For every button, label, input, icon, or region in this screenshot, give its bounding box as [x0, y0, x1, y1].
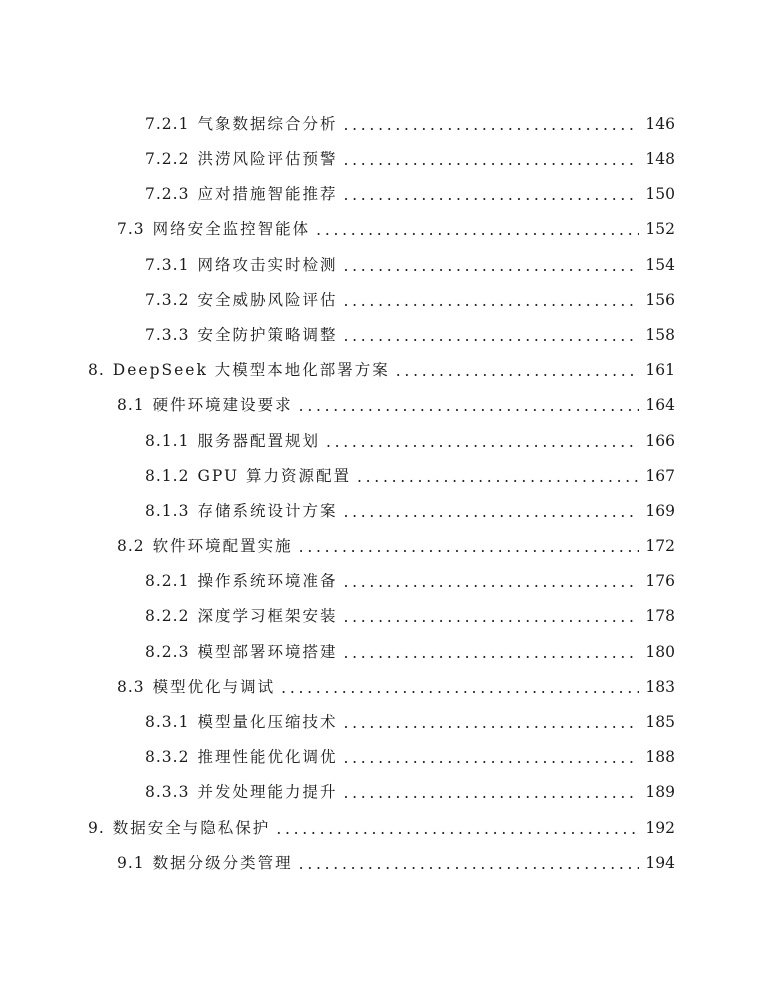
toc-entry[interactable] [0, 107, 765, 142]
toc-entry[interactable] [0, 811, 765, 846]
toc-entry-number: 8.3.1 [145, 713, 190, 732]
toc-entry-title: 数据安全与隐私保护 [112, 818, 271, 837]
toc-dot-leader [343, 118, 639, 134]
toc-entry[interactable] [0, 459, 765, 494]
toc-entry-number: 8.3 [117, 677, 145, 696]
toc-entry-title: 安全威胁风险评估 [197, 290, 338, 309]
toc-entry-title: 深度学习框架安装 [197, 607, 338, 626]
toc-dot-leader [343, 188, 639, 204]
toc-entry[interactable] [0, 177, 765, 212]
toc-entry-title: 硬件环境建设要求 [152, 396, 293, 415]
toc-entry-page-number: 180 [645, 642, 675, 661]
toc-entry-number: 8.1.1 [145, 431, 190, 450]
toc-entry-number: 9.1 [117, 853, 145, 872]
toc-dot-leader [299, 540, 640, 556]
toc-entry-page-number: 176 [645, 572, 675, 591]
toc-entry-number: 8. [88, 361, 105, 380]
toc-entry[interactable] [0, 705, 765, 740]
table-of-contents [0, 107, 765, 881]
toc-entry-title: 软件环境配置实施 [152, 537, 293, 556]
toc-entry-title: 推理性能优化调优 [197, 748, 338, 767]
toc-entry-page-number: 167 [645, 466, 675, 485]
toc-entry[interactable] [0, 846, 765, 881]
toc-entry[interactable] [0, 494, 765, 529]
toc-entry-page-number: 164 [645, 396, 675, 415]
toc-dot-leader [343, 716, 639, 732]
toc-dot-leader [357, 470, 639, 486]
toc-entry[interactable] [0, 600, 765, 635]
toc-entry-number: 8.1.2 [145, 466, 190, 485]
toc-entry[interactable] [0, 740, 765, 775]
toc-entry[interactable] [0, 635, 765, 670]
toc-entry-number: 8.1 [117, 396, 145, 415]
toc-entry-number: 8.2.3 [145, 642, 190, 661]
toc-entry-page-number: 166 [645, 431, 675, 450]
toc-dot-leader [281, 681, 639, 697]
toc-dot-leader [343, 575, 639, 591]
toc-entry[interactable] [0, 353, 765, 388]
toc-entry-page-number: 178 [645, 607, 675, 626]
toc-entry-title: 操作系统环境准备 [197, 572, 338, 591]
toc-entry-page-number: 189 [645, 783, 675, 802]
toc-entry[interactable] [0, 318, 765, 353]
toc-entry-title: DeepSeek 大模型本地化部署方案 [112, 361, 390, 380]
toc-entry-page-number: 161 [645, 361, 675, 380]
toc-entry-page-number: 192 [645, 818, 675, 837]
toc-entry-page-number: 194 [645, 853, 675, 872]
toc-dot-leader [343, 329, 639, 345]
toc-entry[interactable] [0, 248, 765, 283]
toc-dot-leader [326, 435, 639, 451]
toc-entry-number: 8.3.3 [145, 783, 190, 802]
toc-entry-title: 网络攻击实时检测 [197, 255, 338, 274]
toc-entry-page-number: 146 [645, 114, 675, 133]
toc-entry-page-number: 152 [645, 220, 675, 239]
toc-entry-page-number: 185 [645, 713, 675, 732]
toc-entry[interactable] [0, 389, 765, 424]
toc-dot-leader [343, 259, 639, 275]
toc-dot-leader [316, 223, 639, 239]
toc-entry[interactable] [0, 776, 765, 811]
toc-entry-number: 7.3.2 [145, 290, 190, 309]
toc-entry-page-number: 169 [645, 501, 675, 520]
toc-entry-title: 模型部署环境搭建 [197, 642, 338, 661]
toc-entry-title: 数据分级分类管理 [152, 853, 293, 872]
toc-dot-leader [343, 786, 639, 802]
toc-entry-number: 7.2.1 [145, 114, 190, 133]
toc-entry-title: 气象数据综合分析 [197, 114, 338, 133]
toc-entry-title: 洪涝风险评估预警 [197, 150, 338, 169]
toc-entry-number: 7.3.1 [145, 255, 190, 274]
toc-entry-title: 网络安全监控智能体 [152, 220, 311, 239]
toc-entry-number: 7.3.3 [145, 325, 190, 344]
toc-dot-leader [343, 646, 639, 662]
toc-entry-page-number: 158 [645, 325, 675, 344]
toc-entry-number: 8.2.2 [145, 607, 190, 626]
toc-entry[interactable] [0, 424, 765, 459]
toc-entry[interactable] [0, 529, 765, 564]
toc-entry-page-number: 172 [645, 537, 675, 556]
toc-entry-title: 模型优化与调试 [152, 677, 276, 696]
toc-entry-page-number: 150 [645, 185, 675, 204]
toc-entry[interactable] [0, 670, 765, 705]
toc-entry-title: GPU 算力资源配置 [197, 466, 351, 485]
toc-entry[interactable] [0, 213, 765, 248]
toc-entry-number: 7.2.2 [145, 150, 190, 169]
toc-entry-page-number: 188 [645, 748, 675, 767]
toc-dot-leader [276, 822, 639, 838]
toc-dot-leader [343, 153, 639, 169]
toc-dot-leader [299, 857, 640, 873]
toc-entry-number: 7.2.3 [145, 185, 190, 204]
toc-entry-number: 8.3.2 [145, 748, 190, 767]
toc-entry-page-number: 148 [645, 150, 675, 169]
toc-entry-title: 服务器配置规划 [197, 431, 320, 450]
toc-dot-leader [396, 364, 640, 380]
toc-dot-leader [343, 610, 639, 626]
toc-dot-leader [343, 751, 639, 767]
toc-entry-page-number: 183 [645, 677, 675, 696]
toc-entry-number: 7.3 [117, 220, 145, 239]
toc-entry-title: 并发处理能力提升 [197, 783, 338, 802]
toc-entry-page-number: 154 [645, 255, 675, 274]
toc-entry[interactable] [0, 564, 765, 599]
toc-entry-page-number: 156 [645, 290, 675, 309]
toc-entry-title: 模型量化压缩技术 [197, 713, 338, 732]
toc-entry-title: 应对措施智能推荐 [197, 185, 338, 204]
toc-entry-number: 8.2.1 [145, 572, 190, 591]
toc-entry-number: 8.1.3 [145, 501, 190, 520]
toc-entry-title: 安全防护策略调整 [197, 325, 338, 344]
toc-dot-leader [299, 399, 640, 415]
toc-entry-number: 9. [88, 818, 105, 837]
toc-entry[interactable] [0, 142, 765, 177]
toc-dot-leader [343, 294, 639, 310]
toc-entry-title: 存储系统设计方案 [197, 501, 338, 520]
toc-entry[interactable] [0, 283, 765, 318]
toc-entry-number: 8.2 [117, 537, 145, 556]
toc-dot-leader [343, 505, 639, 521]
